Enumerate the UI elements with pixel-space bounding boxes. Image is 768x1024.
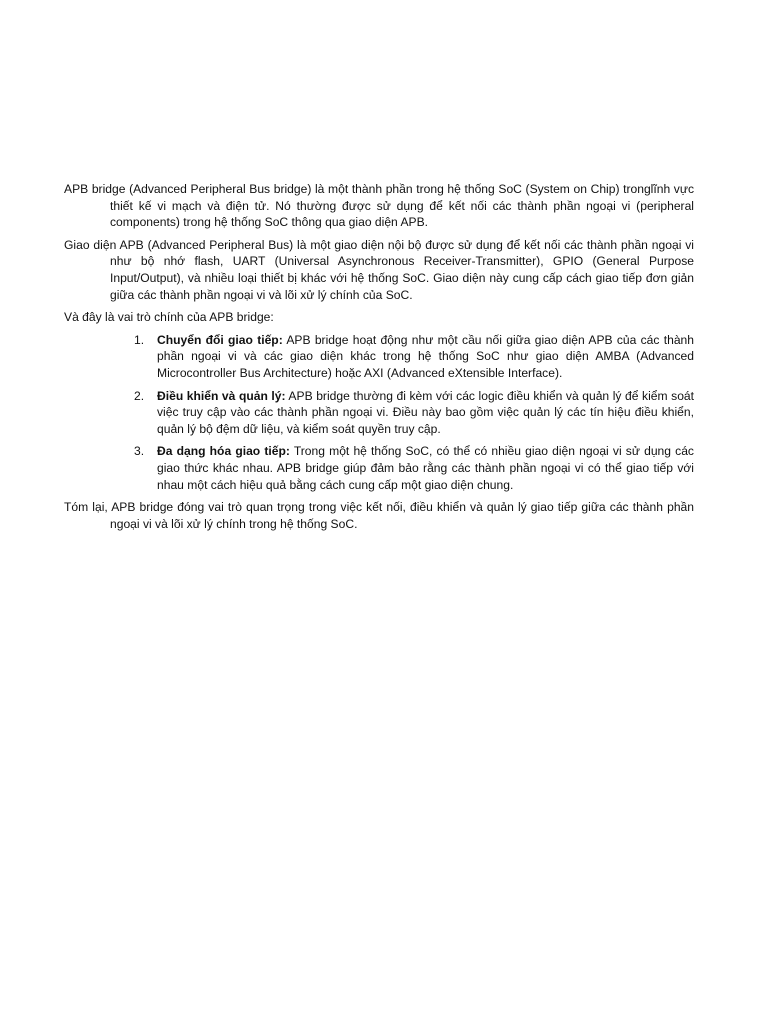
list-item-text: APB bridge hoạt động như một cầu nối giữa giao diện APB của các thành phần ngoại vi và các giao diện khác trong hệ thống SoC như giao diện AMBA (Advanced Microcontroller Bus Architecture) hoặc AXI (Advanced eXtensible Interface). [157,332,695,380]
list-item-number: 3. [134,444,145,459]
list-item-title: Điều khiển và quản lý: [157,388,286,403]
document-page [64,181,694,538]
paragraph-conclusion: Tóm lại, APB bridge đóng vai trò quan trọng trong việc kết nối, điều khiển và quản lý giao tiếp giữa các thành phần ngoại vi và lõi xử lý chính trong hệ thống SoC. [64,500,694,531]
list-item-text: APB bridge thường đi kèm với các logic điều khiển và quản lý để kiểm soát việc truy cập vào các thành phần ngoại vi. Điều này bao gồm việc quản lý các tín hiệu điều khiển, quản lý bộ đệm dữ liệu, và kiểm soát quyền truy cập. [157,388,695,436]
list-item [64,332,694,382]
list-item [64,443,694,493]
paragraph-roles-intro: Và đây là vai trò chính của APB bridge: [64,310,274,325]
paragraph-apb-interface: Giao diện APB (Advanced Peripheral Bus) là một giao diện nội bộ được sử dụng để kết nối các thành phần ngoại vi như bộ nhớ flash, UART (Universal Asynchronous Receiver-Transmitter), GPIO (General Purpose Input/Output), và nhiều loại thiết bị khác với hệ thống SoC. Giao diện này cung cấp cách giao tiếp đơn giản giữa các thành phần ngoại vi và lõi xử lý chính của SoC. [64,237,694,302]
list-item-title: Đa dạng hóa giao tiếp: [157,444,290,459]
roles-list [64,332,694,493]
list-item-title: Chuyển đổi giao tiếp: [157,332,283,347]
paragraph-apb-bridge-definition: APB bridge (Advanced Peripheral Bus bridge) là một thành phần trong hệ thống SoC (System on Chip) tronglĩnh vực thiết kế vi mạch và điện tử. Nó thường được sử dụng để kết nối các thành phần ngoại vi (peripheral components) trong hệ thống SoC thông qua giao diện APB. [64,182,694,230]
list-item-number: 2. [134,388,145,403]
list-item-number: 1. [134,332,145,347]
list-item [64,388,694,438]
list-item-text: Trong một hệ thống SoC, có thể có nhiều giao diện ngoại vi sử dụng các giao thức khác nhau. APB bridge giúp đảm bảo rằng các thành phần ngoại vi có thể giao tiếp với nhau một cách hiệu quả bằng cách cung cấp một giao diện chung. [157,444,694,492]
